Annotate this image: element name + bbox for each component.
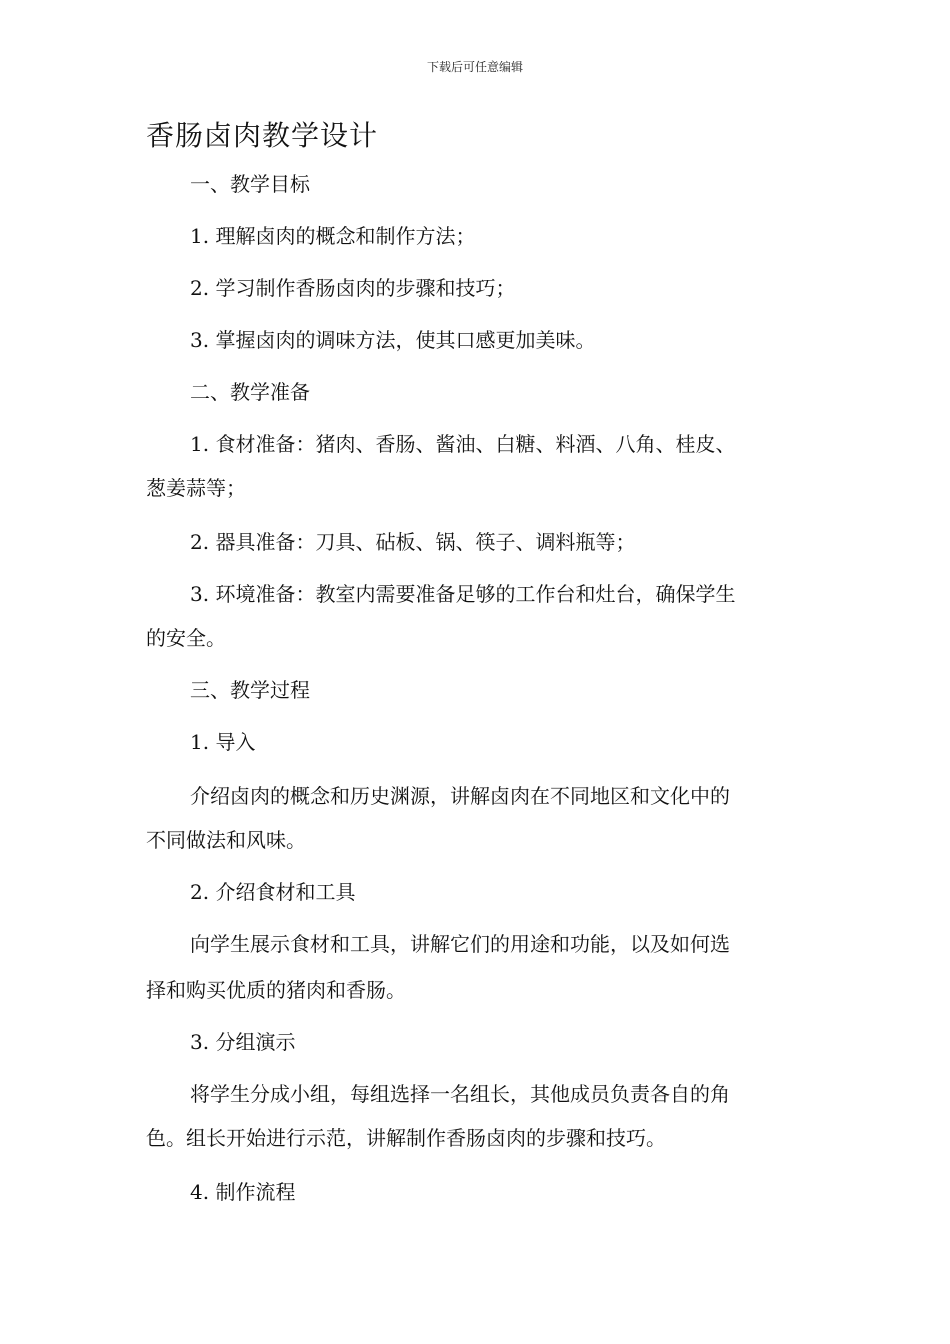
section-heading-objectives: 一、教学目标 bbox=[190, 172, 310, 196]
objective-item-1: 1. 理解卤肉的概念和制作方法； bbox=[190, 224, 476, 248]
process-step-4-heading: 4. 制作流程 bbox=[190, 1180, 296, 1204]
preparation-item-2: 2. 器具准备：刀具、砧板、锅、筷子、调料瓶等； bbox=[190, 530, 636, 554]
process-step-1-text-line-2: 不同做法和风味。 bbox=[146, 828, 306, 852]
process-step-1-text-line-1: 介绍卤肉的概念和历史渊源，讲解卤肉在不同地区和文化中的 bbox=[190, 784, 730, 808]
process-step-1-heading: 1. 导入 bbox=[190, 730, 256, 754]
process-step-2-text-line-1: 向学生展示食材和工具，讲解它们的用途和功能，以及如何选 bbox=[190, 932, 730, 956]
objective-item-3: 3. 掌握卤肉的调味方法，使其口感更加美味。 bbox=[190, 328, 596, 352]
process-step-3-heading: 3. 分组演示 bbox=[190, 1030, 296, 1054]
process-step-3-text-line-1: 将学生分成小组，每组选择一名组长，其他成员负责各自的角 bbox=[190, 1082, 730, 1106]
preparation-item-3-line-2: 的安全。 bbox=[146, 626, 226, 650]
header-note: 下载后可任意编辑 bbox=[426, 60, 523, 74]
section-heading-preparation: 二、教学准备 bbox=[190, 380, 310, 404]
process-step-3-text-line-2: 色。组长开始进行示范，讲解制作香肠卤肉的步骤和技巧。 bbox=[146, 1126, 666, 1150]
preparation-item-1-line-1: 1. 食材准备：猪肉、香肠、酱油、白糖、料酒、八角、桂皮、 bbox=[190, 432, 736, 456]
page-title: 香肠卤肉教学设计 bbox=[146, 119, 379, 152]
process-step-2-text-line-2: 择和购买优质的猪肉和香肠。 bbox=[146, 978, 406, 1002]
preparation-item-1-line-2: 葱姜蒜等； bbox=[146, 476, 246, 500]
preparation-item-3-line-1: 3. 环境准备：教室内需要准备足够的工作台和灶台，确保学生 bbox=[190, 582, 736, 606]
process-step-2-heading: 2. 介绍食材和工具 bbox=[190, 880, 356, 904]
objective-item-2: 2. 学习制作香肠卤肉的步骤和技巧； bbox=[190, 276, 516, 300]
section-heading-process: 三、教学过程 bbox=[190, 678, 310, 702]
